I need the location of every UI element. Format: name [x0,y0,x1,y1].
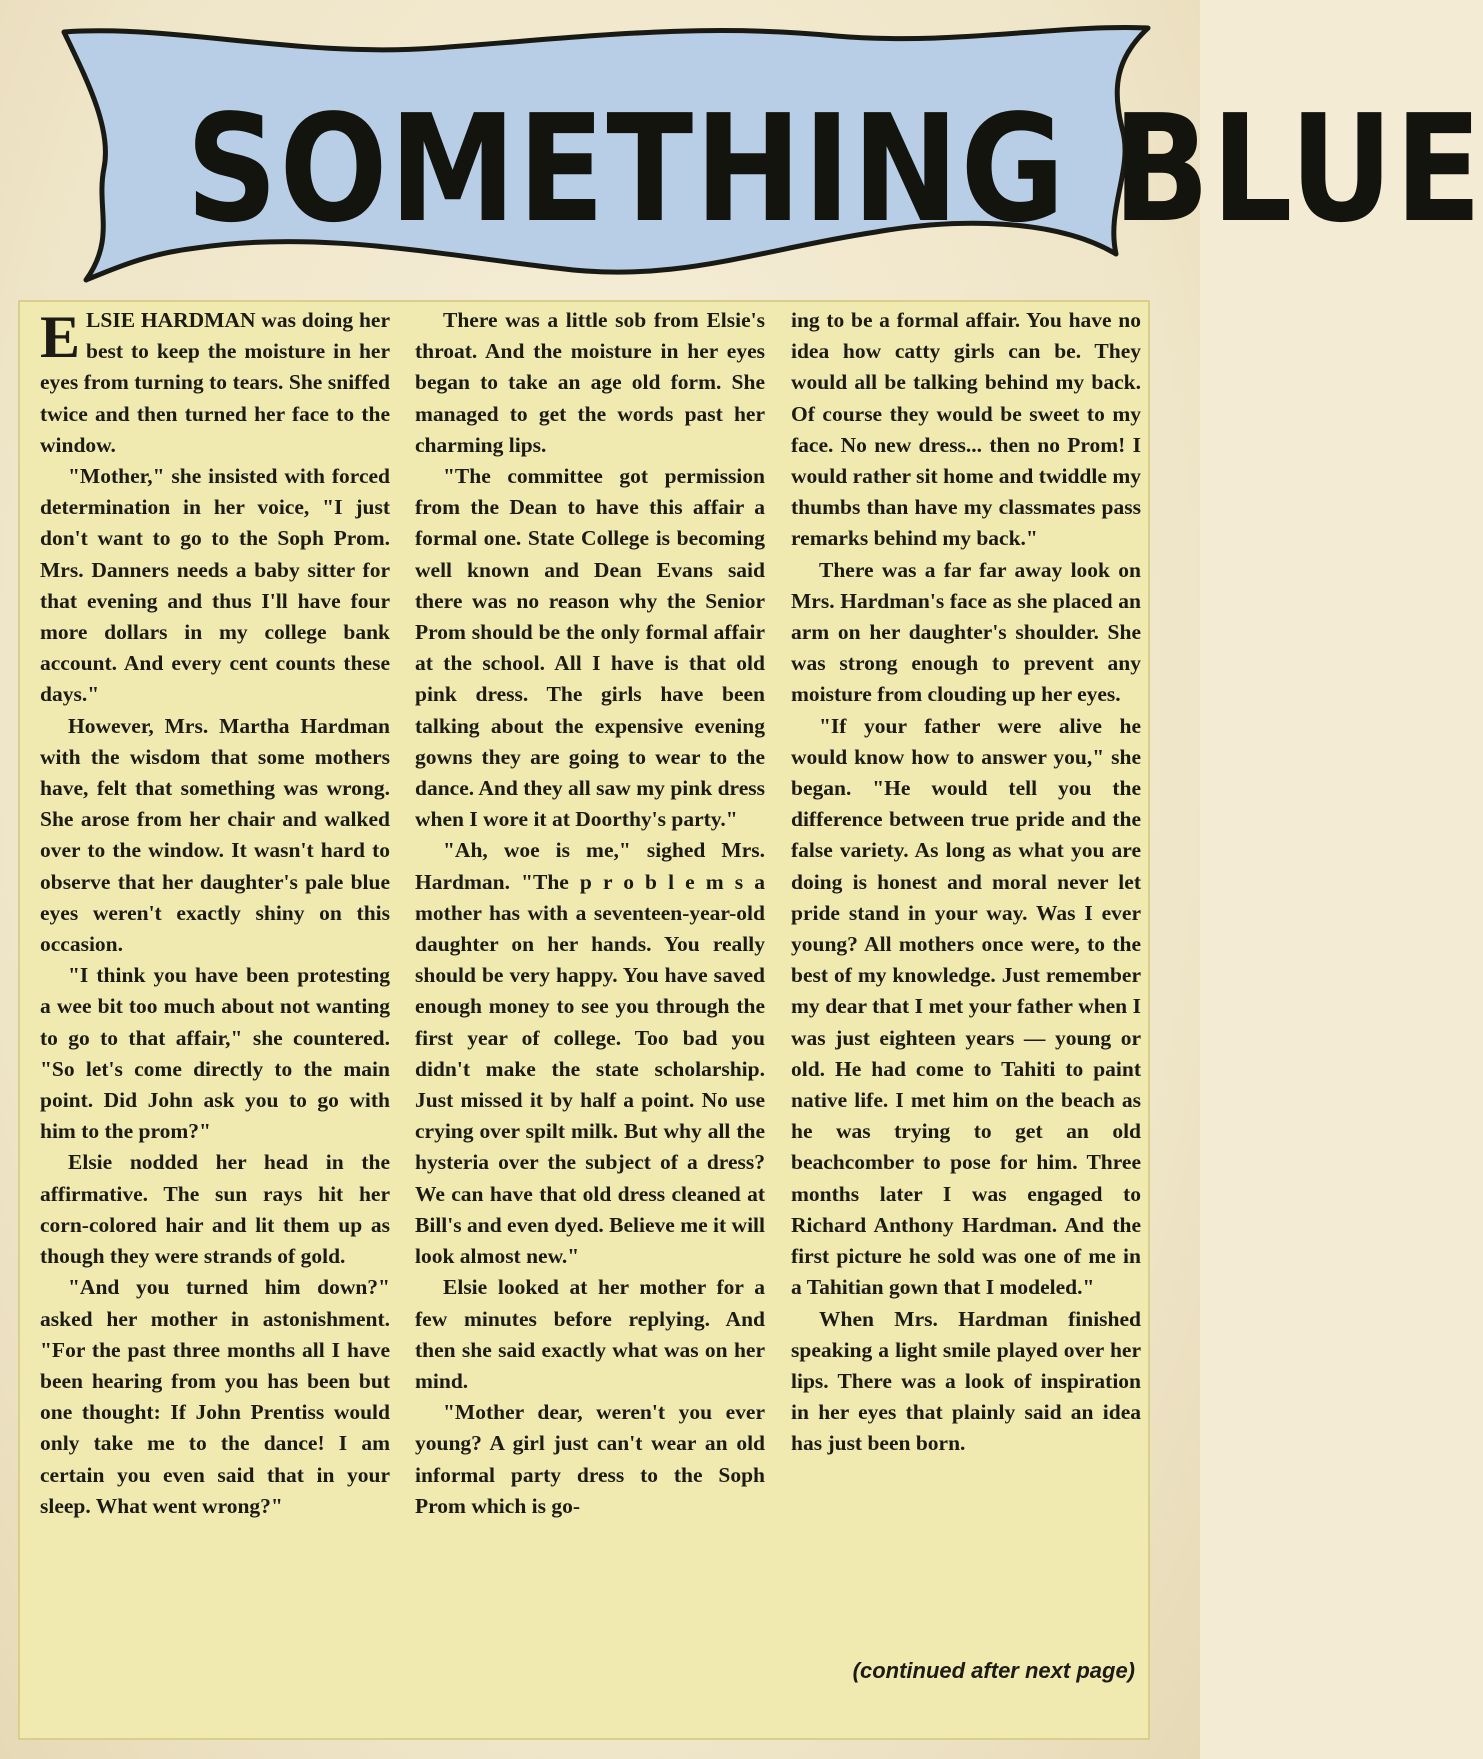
title-banner [56,18,1483,288]
paragraph: ing to be a formal affair. You have no idea how catty girls can be. They would all be talking behind my back. Of course they would be sweet to my face. No new dress... then no Prom! I would rather sit home and twiddle my thumbs than have my classmates pass remarks behind my back." [791,308,1141,551]
story-title: SOMETHING BLUE [186,83,1483,255]
paragraph: "I think you have been protesting a wee bit too much about not wanting to go to that affair," she countered. "So let's come directly to the main point. Did John ask you to go with him to the prom?" [40,963,390,1144]
paragraph [40,305,390,461]
paragraph: "If your father were alive he would know how to answer you," she began. "He would tell you the difference between true pride and the false variety. As long as what you are doing is honest and moral never let pride stand in your way. Was I ever young? All mothers once were, to the best of my knowledge. Just remember my dear that I met your father when I was just eighteen years — young or old. He had come to Tahiti to paint native life. I met him on the beach as he was trying to get an old beachcomber to pose for him. Three months later I was engaged to Richard Anthony Hardman. And the first picture he sold was one of me in a Tahitian gown that I modeled." [791,713,1141,1300]
paragraph-text: LSIE HARDMAN was doing her best to keep the moisture in her eyes from turning to tears. She sniffed twice and then turned her face to the window. [40,308,390,457]
paragraph: Elsie nodded her head in the affirmative. The sun rays hit her corn-colored hair and lit them up as though they were strands of gold. [40,1150,390,1269]
paragraph: "And you turned him down?" asked her mother in astonishment. "For the past three months all I have been hearing from you has been but one thought: If John Prentiss would only take me to the dance! I am certain you even said that in your sleep. What went wrong?" [40,1275,390,1518]
paragraph: "Mother dear, weren't you ever young? A girl just can't wear an old informal party dress to the Soph Prom which is go- [415,1400,765,1518]
paragraph: Elsie looked at her mother for a few minutes before replying. And then she said exactly what was on her mind. [415,1275,765,1393]
paragraph: There was a far far away look on Mrs. Hardman's face as she placed an arm on her daughter's shoulder. She was strong enough to prevent any moisture from clouding up her eyes. [791,557,1141,707]
paragraph: "Ah, woe is me," sighed Mrs. Hardman. "The p r o b l e m s a mother has with a seventeen-year-old daughter on her hands. You really should be very happy. You have saved enough money to see you through the first year of college. Too bad you didn't make the state scholarship. Just missed it by half a point. No use crying over spilt milk. But why all the hysteria over the subject of a dress? We can have that old dress cleaned at Bill's and even dyed. Believe me it will look almost new." [415,838,765,1269]
paragraph: There was a little sob from Elsie's throat. And the moisture in her eyes began to take an age old form. She managed to get the words past her charming lips. [415,308,765,457]
paragraph: "The committee got permission from the Dean to have this affair a formal one. State College is becoming well known and Dean Evans said there was no reason why the Senior Prom should be the only formal affair at the school. All I have is that old pink dress. The girls have been talking about the expensive evening gowns they are going to wear to the dance. And they all saw my pink dress when I wore it at Doorthy's party." [415,464,765,832]
paragraph: "Mother," she insisted with forced determination in her voice, "I just don't want to go to the Soph Prom. Mrs. Danners needs a baby sitter for that evening and thus I'll have four more dollars in my college bank account. And every cent counts these days." [40,464,390,707]
text-column-3 [791,305,1141,1695]
text-column-2 [415,305,765,1695]
paragraph: However, Mrs. Martha Hardman with the wisdom that some mothers have, felt that something was wrong. She arose from her chair and walked over to the window. It wasn't hard to observe that her daughter's pale blue eyes weren't exactly shiny on this occasion. [40,713,390,957]
drop-cap: E [40,304,81,370]
paragraph: When Mrs. Hardman finished speaking a light smile played over her lips. There was a look of inspiration in her eyes that plainly said an idea has just been born. [791,1306,1141,1456]
continued-note: (continued after next page) [852,1658,1135,1683]
text-column-1 [40,305,390,1695]
